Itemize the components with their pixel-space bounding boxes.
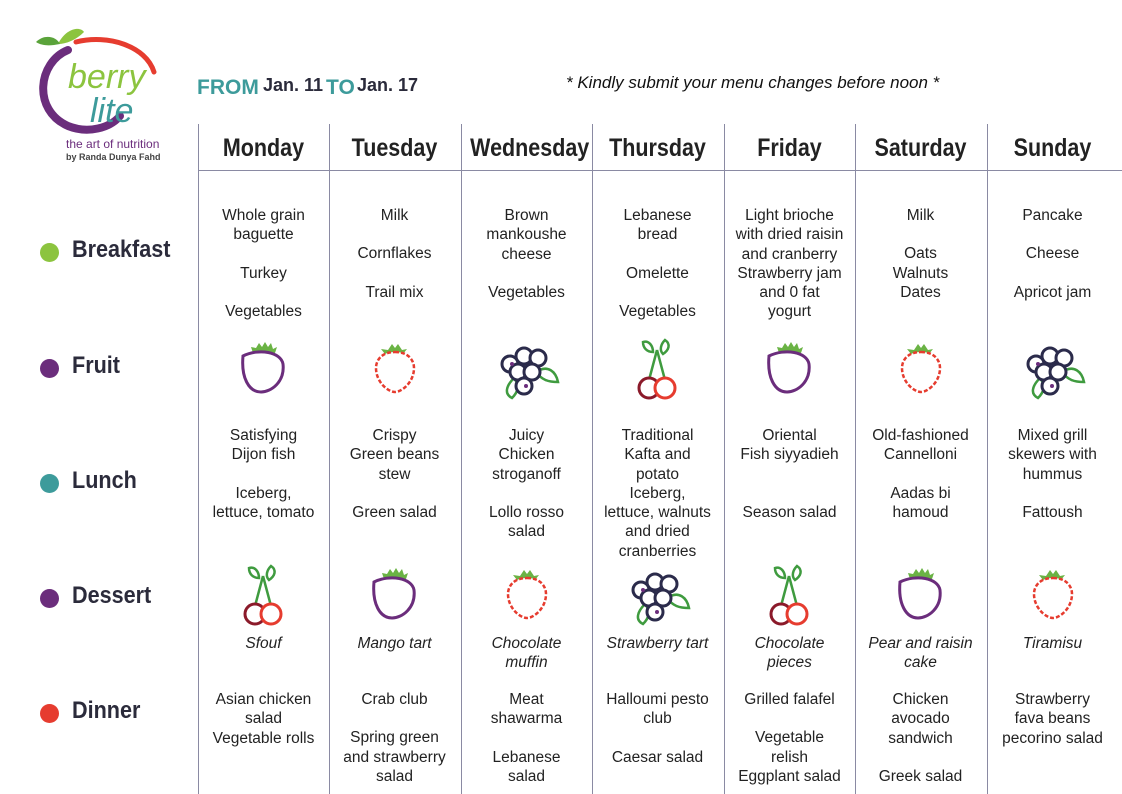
menu-item: Cornflakes: [357, 245, 432, 263]
lunch-cell-saturday: [855, 426, 986, 522]
breakfast-cell-saturday: [855, 206, 986, 302]
menu-item: Whole grain baguette: [222, 207, 305, 244]
menu-item: Meat shawarma: [490, 691, 563, 728]
menu-item: Caesar salad: [611, 748, 704, 766]
plum-icon: [229, 334, 299, 404]
dinner-dot-icon: [40, 704, 59, 723]
grapes-icon: [492, 334, 562, 404]
menu-item: Milk: [380, 207, 409, 224]
plum-icon: [886, 560, 956, 630]
menu-item: Lebanese salad: [492, 748, 561, 785]
menu-item: Traditional Kafta and potato Iceberg, lettuce, walnuts and dried cranberries: [604, 427, 711, 560]
menu-item: Green salad: [352, 503, 437, 521]
dessert-cell-friday: Chocolate pieces: [754, 635, 825, 672]
dinner-cell-saturday: [855, 690, 986, 786]
from-date: Jan. 11: [263, 75, 324, 95]
dinner-cell-thursday: [592, 690, 723, 767]
menu-item: Brown mankoushe cheese: [486, 207, 567, 263]
menu-item: Apricot jam: [1013, 283, 1092, 301]
dinner-cell-friday: [724, 690, 855, 786]
menu-item: Cheese: [1025, 245, 1080, 263]
menu-item: Crab club: [361, 691, 428, 708]
logo-byline: by Randa Dunya Fahd: [66, 152, 161, 162]
plum-icon: [755, 334, 825, 404]
cherries-icon: [623, 334, 693, 404]
day-header-sunday: Sunday: [1013, 134, 1092, 162]
breakfast-cell-friday: [724, 206, 855, 322]
cherries-icon: [755, 560, 825, 630]
dessert-cell-tuesday: Mango tart: [357, 635, 432, 652]
day-header-thursday: Thursday: [609, 134, 706, 162]
menu-notice: * Kindly submit your menu changes before noon *: [566, 73, 940, 92]
lunch-cell-wednesday: [461, 426, 592, 541]
day-header-saturday: Saturday: [874, 134, 967, 162]
menu-item: Milk: [906, 207, 935, 224]
strawberry-icon: [886, 334, 956, 404]
menu-item: Grilled falafel: [744, 691, 835, 708]
menu-item: Turkey: [240, 264, 287, 282]
menu-item: Mixed grill skewers with hummus: [1008, 427, 1097, 483]
menu-item: Asian chicken salad Vegetable rolls: [212, 691, 315, 747]
dessert-cell-monday: Sfouf: [245, 635, 282, 652]
menu-item: Halloumi pesto club: [606, 691, 709, 728]
dessert-cell-sunday: Tiramisu: [1022, 635, 1083, 652]
breakfast-cell-thursday: [592, 206, 723, 321]
menu-item: Lebanese bread: [623, 207, 692, 244]
menu-item: Light brioche with dried raisin and cranberry Strawberry jam and 0 fat yogurt: [735, 207, 844, 321]
menu-item: Vegetables: [488, 283, 565, 301]
breakfast-cell-tuesday: [329, 206, 460, 302]
logo-tagline: the art of nutrition: [66, 137, 160, 151]
strawberry-icon: [1018, 560, 1088, 630]
day-header-tuesday: Tuesday: [351, 134, 438, 162]
header-divider: [198, 170, 1122, 171]
menu-item: Crispy Green beans stew: [349, 427, 440, 483]
to-label: TO: [326, 76, 355, 99]
menu-item: Lollo rosso salad: [489, 503, 564, 541]
dinner-cell-wednesday: [461, 690, 592, 786]
dinner-cell-monday: [198, 690, 329, 748]
grapes-icon: [623, 560, 693, 630]
menu-item: Omelette: [626, 264, 689, 282]
dessert-cell-thursday: Strawberry tart: [606, 635, 709, 652]
cherries-icon: [229, 560, 299, 630]
strawberry-icon: [360, 334, 430, 404]
lunch-cell-monday: [198, 426, 329, 522]
from-label: FROM: [197, 76, 259, 99]
strawberry-icon: [492, 560, 562, 630]
menu-item: Season salad: [742, 503, 837, 521]
dessert-cell-wednesday: Chocolate muffin: [491, 635, 562, 672]
menu-item: Pancake: [1022, 207, 1083, 224]
menu-item: Vegetables: [225, 302, 302, 320]
menu-item: Vegetables: [619, 302, 696, 320]
breakfast-cell-sunday: [987, 206, 1118, 302]
menu-item: Greek salad: [878, 767, 963, 785]
day-header-friday: Friday: [757, 134, 822, 162]
menu-item: Strawberry fava beans pecorino salad: [1002, 691, 1103, 747]
menu-item: Satisfying Dijon fish: [229, 427, 298, 464]
menu-item: Old-fashioned Cannelloni: [872, 427, 969, 464]
menu-item: Vegetable relish Eggplant salad: [738, 729, 841, 785]
lunch-dot-icon: [40, 474, 59, 493]
menu-item: Trail mix: [365, 283, 424, 301]
fruit-dot-icon: [40, 359, 59, 378]
plum-icon: [360, 560, 430, 630]
to-date: Jan. 17: [357, 75, 419, 95]
menu-item: Chicken avocado sandwich: [888, 691, 953, 747]
breakfast-cell-wednesday: [461, 206, 592, 302]
menu-item: Fattoush: [1022, 503, 1083, 521]
lunch-cell-thursday: [592, 426, 723, 561]
svg-text:lite: lite: [90, 92, 134, 130]
lunch-cell-sunday: [987, 426, 1118, 522]
dinner-cell-tuesday: [329, 690, 460, 786]
dinner-cell-sunday: [987, 690, 1118, 748]
breakfast-dot-icon: [40, 243, 59, 262]
lunch-cell-friday: [724, 426, 855, 522]
menu-item: Oats Walnuts Dates: [892, 245, 949, 301]
menu-item: Oriental Fish siyyadieh: [740, 427, 839, 464]
menu-item: Iceberg, lettuce, tomato: [212, 484, 315, 521]
menu-item: Spring green and strawberry salad: [343, 729, 446, 785]
breakfast-cell-monday: [198, 206, 329, 321]
grapes-icon: [1018, 334, 1088, 404]
day-header-wednesday: Wednesday: [470, 134, 590, 162]
dessert-cell-saturday: Pear and raisin cake: [868, 635, 973, 672]
dessert-dot-icon: [40, 589, 59, 608]
svg-text:berry: berry: [68, 58, 146, 96]
day-header-monday: Monday: [222, 134, 305, 162]
lunch-cell-tuesday: [329, 426, 460, 522]
menu-item: Aadas bi hamoud: [890, 484, 951, 521]
menu-item: Juicy Chicken stroganoff: [492, 427, 561, 483]
